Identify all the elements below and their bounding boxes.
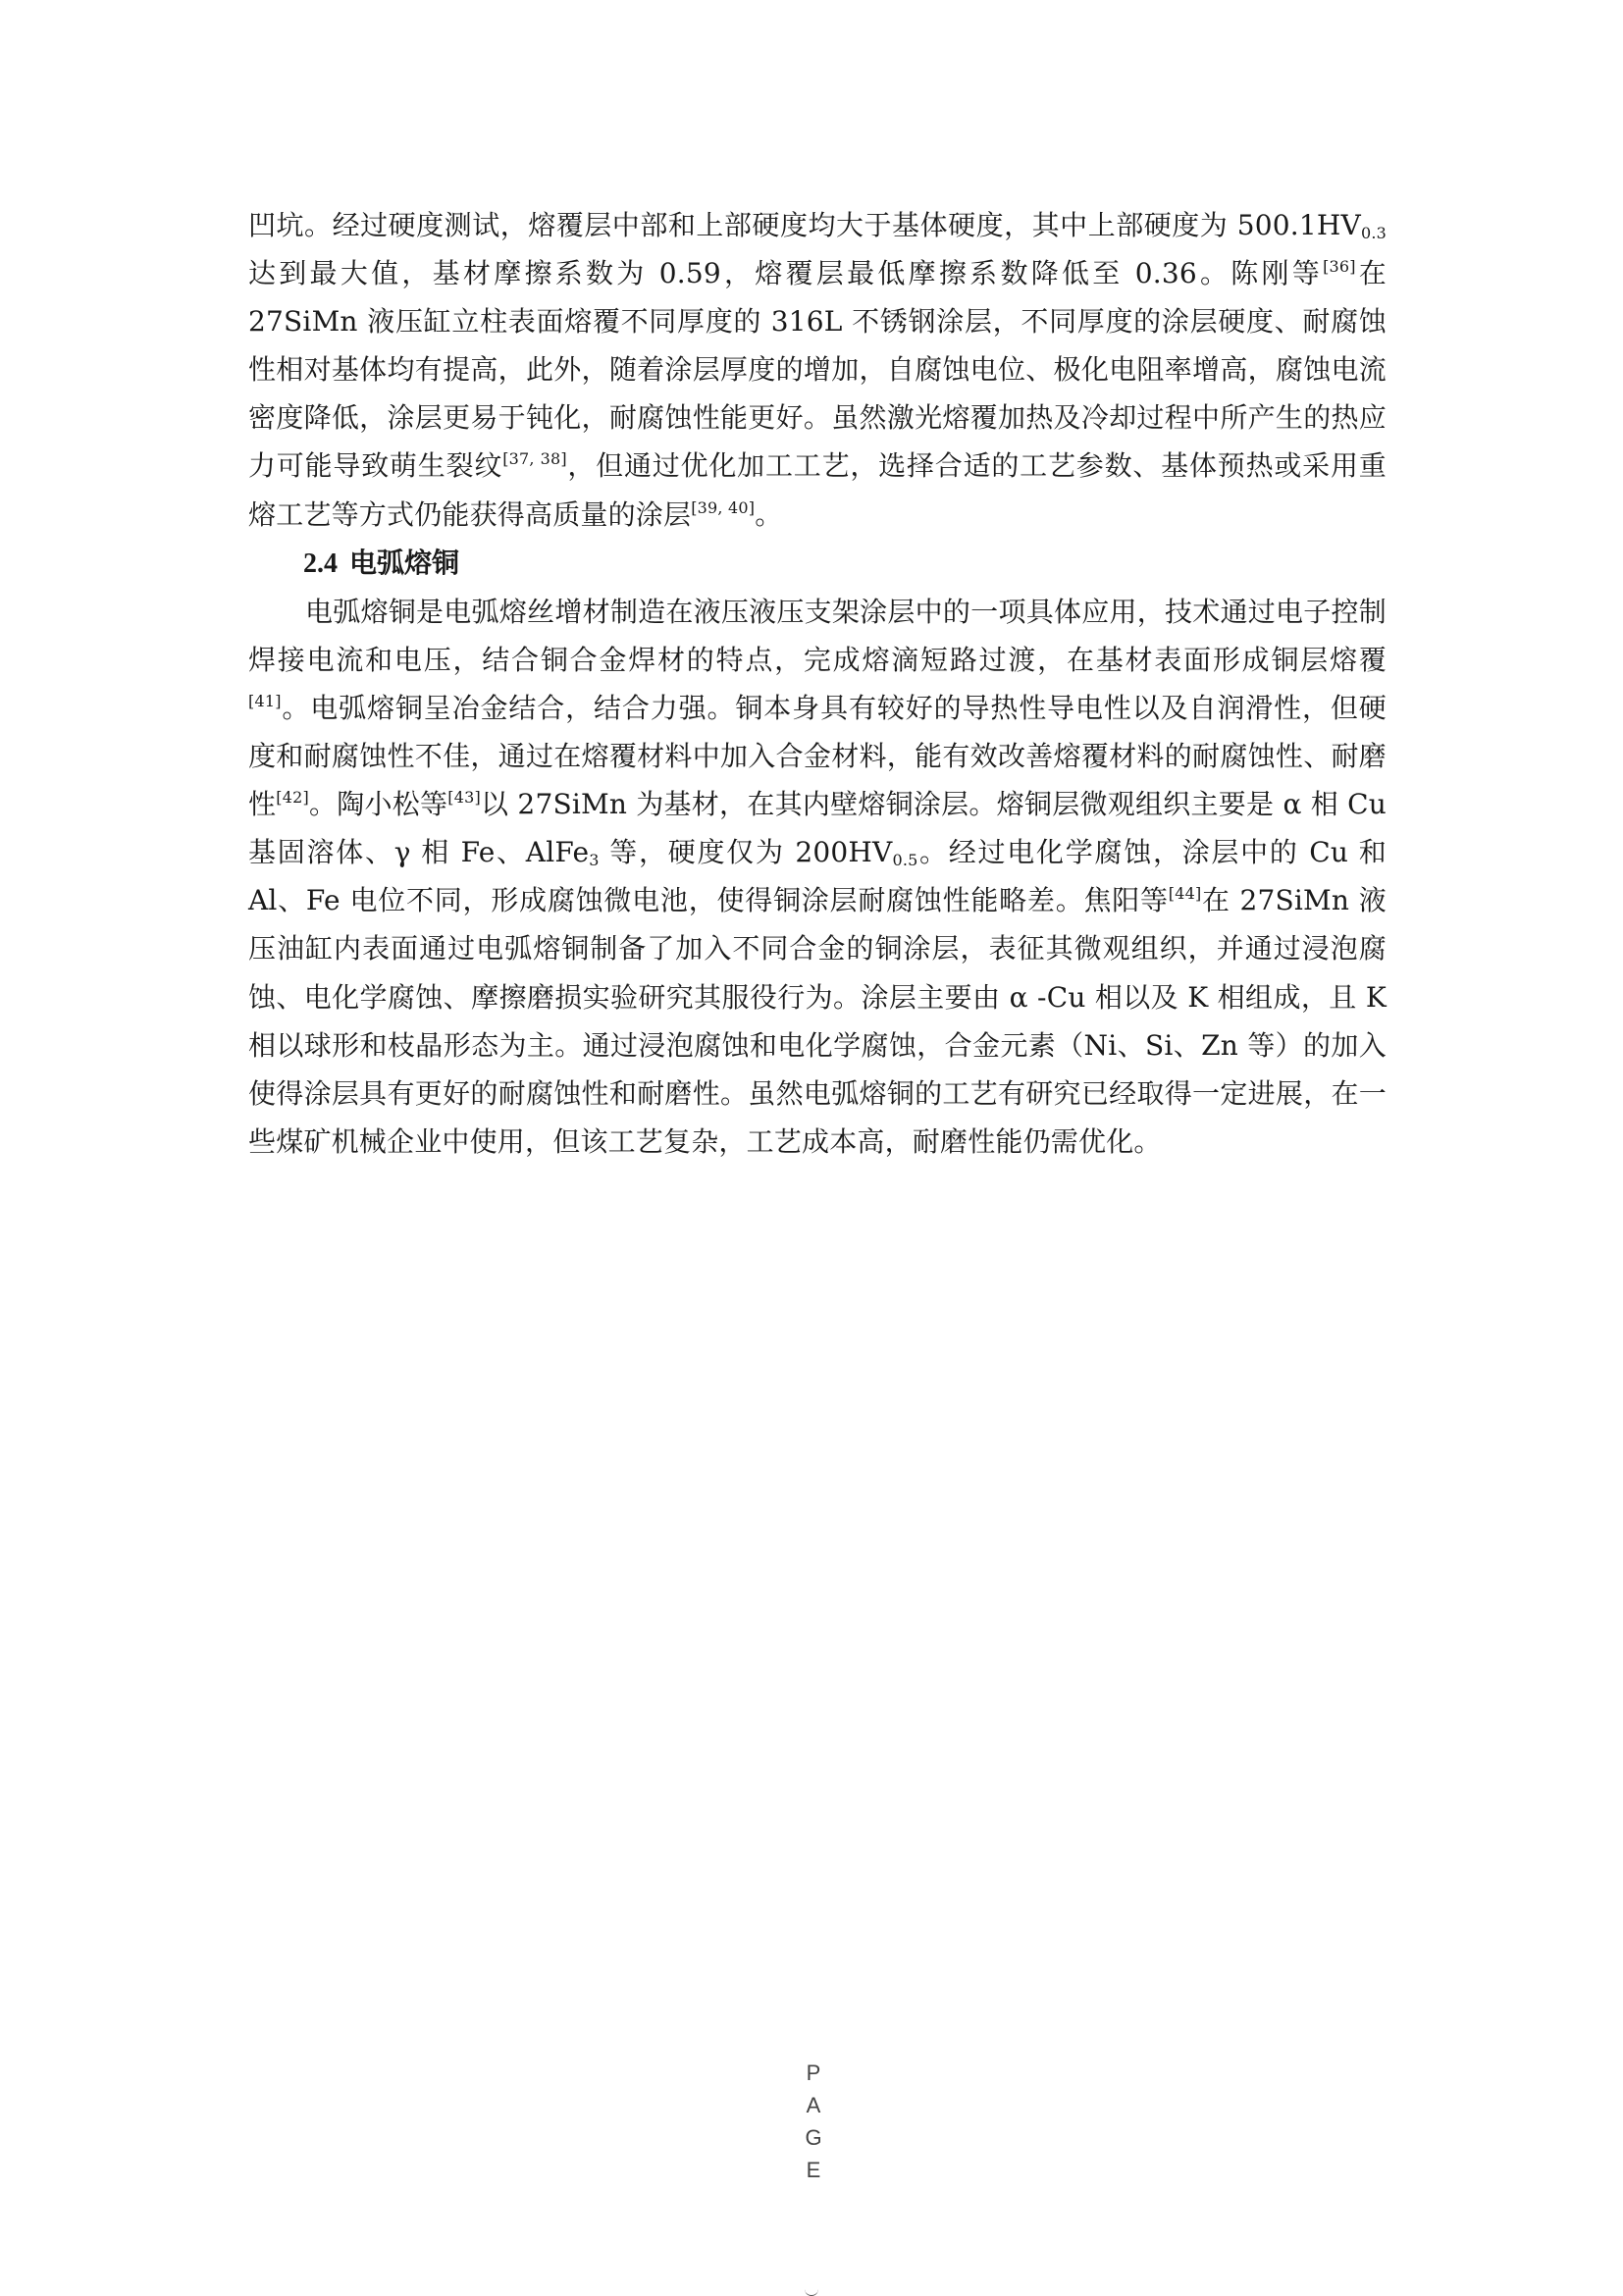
text-run: 。经过电化学腐蚀，涂层中的 Cu 和 Al、Fe 电位不同，形成腐蚀微电池，使得铜涂层耐腐蚀性能略差。焦阳等 <box>248 836 1387 917</box>
paragraph-laser-cladding-continued <box>248 201 1387 539</box>
citation-44[interactable]: [44] <box>1168 884 1202 904</box>
section-heading <box>248 539 1387 588</box>
page-bottom-mark <box>805 2284 818 2296</box>
text-run: 。电弧熔铜呈冶金结合，结合力强。铜本身具有较好的导热性导电性以及自润滑性，但硬度和耐腐蚀性不佳，通过在熔覆材料中加入合金材料，能有效改善熔覆材料的耐腐蚀性、耐磨性 <box>248 691 1387 821</box>
text-run: 以 27SiMn 为基材，在其内壁熔铜涂层。熔铜层微观组织主要是 α 相 Cu 基固溶体、γ 相 Fe、AlFe <box>248 788 1387 869</box>
footer-letter: G <box>805 2125 822 2150</box>
document-body <box>248 201 1387 1166</box>
text-run: 达到最大值，基材摩擦系数为 0.59，熔覆层最低摩擦系数降低至 0.36。陈刚等 <box>248 257 1324 290</box>
text-run: 凹坑。经过硬度测试，熔覆层中部和上部硬度均大于基体硬度，其中上部硬度为 500.1HV <box>248 209 1361 241</box>
subscript: 0.5 <box>892 851 918 870</box>
text-run: 在 27SiMn 液压缸立柱表面熔覆不同厚度的 316L 不锈钢涂层，不同厚度的涂层硬度、耐腐蚀性相对基体均有提高，此外，随着涂层厚度的增加，自腐蚀电位、极化电阻率增高，腐蚀电流密度降低，涂层更易于钝化，耐腐蚀性能更好。虽然激光熔覆加热及冷却过程中所产生的热应力可能导致萌生裂纹 <box>248 257 1387 483</box>
subscript: 0.3 <box>1360 224 1387 242</box>
section-number: 2.4 <box>303 548 338 579</box>
section-title: 电弧熔铜 <box>349 546 460 579</box>
footer-letter: P <box>806 2061 821 2085</box>
text-run: 等，硬度仅为 200HV <box>599 836 893 869</box>
citation-42[interactable]: [42] <box>276 788 309 808</box>
footer-letter: E <box>806 2158 821 2182</box>
text-run: 电弧熔铜是电弧熔丝增材制造在液压液压支架涂层中的一项具体应用，技术通过电子控制焊接电流和电压，结合铜合金焊材的特点，完成熔滴短路过渡，在基材表面形成铜层熔覆 <box>248 595 1387 676</box>
footer-letter: A <box>806 2093 821 2117</box>
text-run: 在 27SiMn 液压油缸内表面通过电弧熔铜制备了加入不同合金的铜涂层，表征其微观组织，并通过浸泡腐蚀、电化学腐蚀、摩擦磨损实验研究其服役行为。涂层主要由 α -Cu 相以及 K 相组成，且 K 相以球形和枝晶形态为主。通过浸泡腐蚀和电化学腐蚀，合金元素（Ni、Si、Zn 等）的加入使得涂层具有更好的耐腐蚀性和耐磨性。虽然电弧熔铜的工艺有研究已经取得一定进展，在一些煤矿机械企业中使用，但该工艺复杂，工艺成本高，耐磨性能仍需优化。 <box>248 884 1387 1158</box>
text-run: 。 <box>755 497 783 531</box>
citation-37-38[interactable]: [37, 38] <box>502 449 567 469</box>
citation-41[interactable]: [41] <box>248 691 282 710</box>
text-run: 。陶小松等 <box>308 788 448 821</box>
citation-39-40[interactable]: [39, 40] <box>691 497 756 517</box>
text-run: ，但通过优化加工工艺，选择合适的工艺参数、基体预热或采用重熔工艺等方式仍能获得高质量的涂层 <box>248 449 1387 531</box>
citation-43[interactable]: [43] <box>447 788 481 808</box>
citation-36[interactable]: [36] <box>1323 257 1356 277</box>
paragraph-arc-copper <box>248 588 1387 1166</box>
page-footer-field <box>802 2057 825 2186</box>
subscript: 3 <box>589 851 600 870</box>
